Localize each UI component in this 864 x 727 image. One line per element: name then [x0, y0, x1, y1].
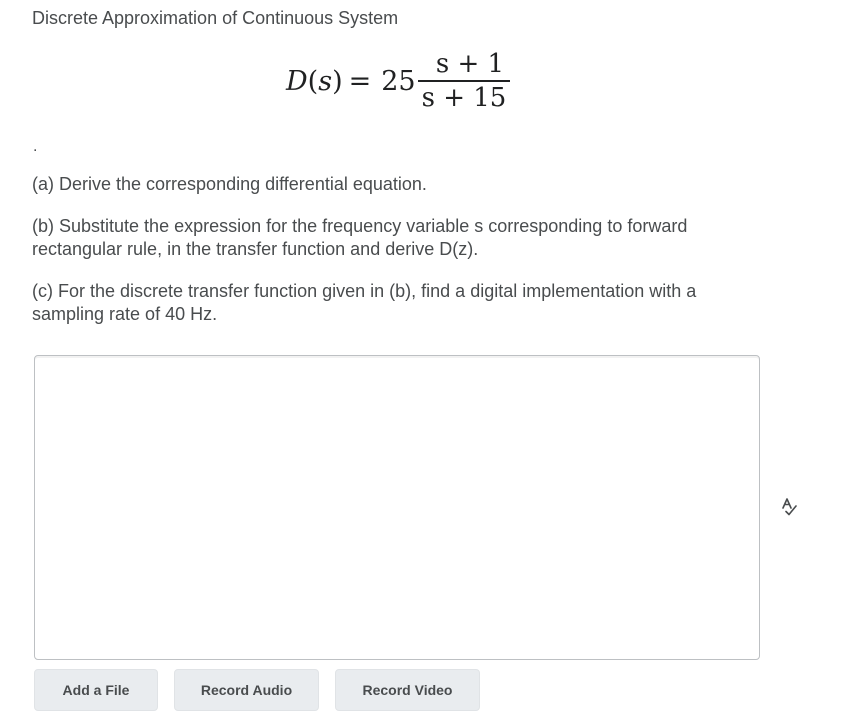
equation-coefficient: 25: [381, 65, 416, 97]
equation-numerator: s + 1: [435, 49, 505, 80]
record-audio-button[interactable]: Record Audio: [174, 669, 319, 711]
part-a-text: (a) Derive the corresponding differential equation.: [32, 174, 427, 194]
stray-dot: .: [33, 138, 38, 155]
equation-variable: s: [318, 65, 333, 97]
equation-equals: =: [348, 65, 372, 97]
equation-denominator: s + 15: [421, 82, 507, 113]
part-b-text: (b) Substitute the expression for the frequency variable s corresponding to forward rectangular rule, in the transfer function and derive D(z).: [32, 216, 688, 259]
equation-fraction: [418, 48, 511, 114]
add-file-button[interactable]: Add a File: [34, 669, 158, 711]
spellcheck-icon[interactable]: [778, 496, 800, 518]
part-c-text: (c) For the discrete transfer function given in (b), find a digital implementation with a sampling rate of 40 Hz.: [32, 281, 697, 324]
record-video-button[interactable]: Record Video: [335, 669, 480, 711]
equation-lhs: D(s): [286, 65, 343, 97]
answer-text-area[interactable]: [34, 355, 760, 660]
equation-function-name: D: [286, 65, 308, 97]
transfer-function-equation: [286, 46, 510, 116]
question-title: Discrete Approximation of Continuous System: [32, 8, 399, 28]
